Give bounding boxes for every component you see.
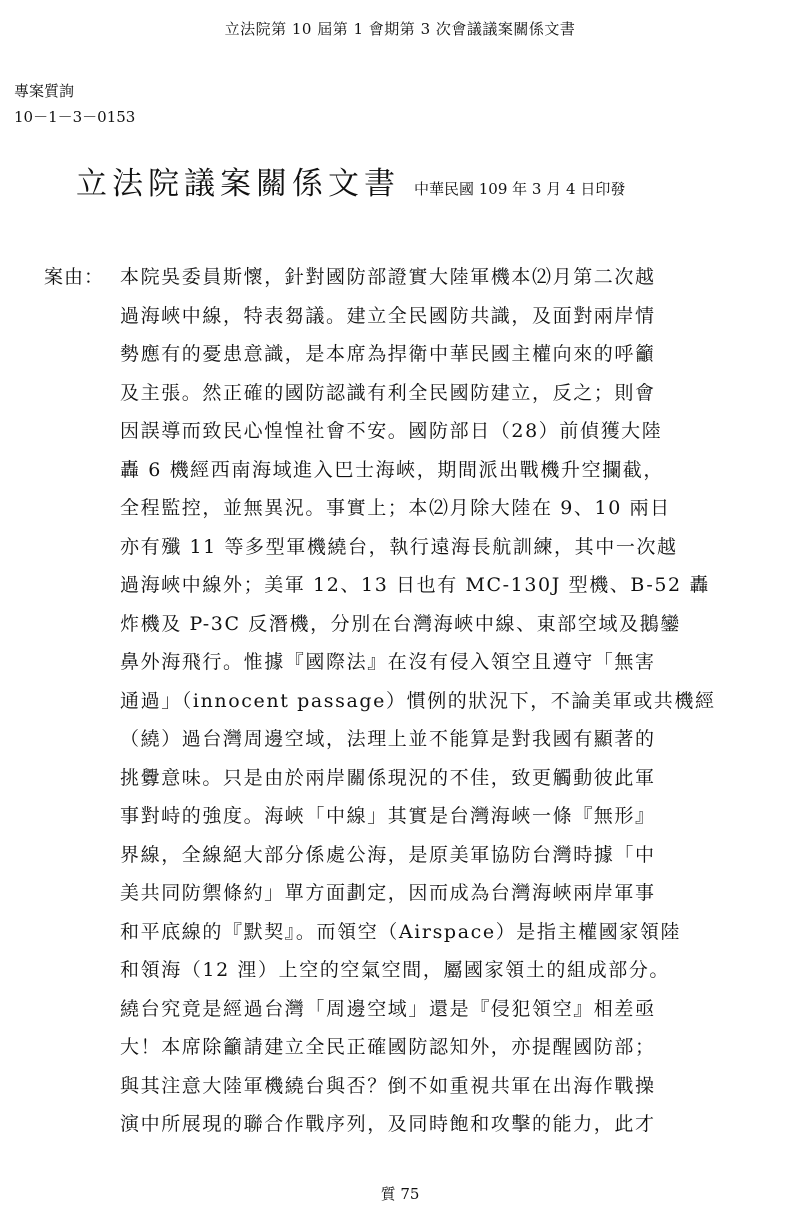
body-line: 及主張。然正確的國防認識有利全民國防建立，反之；則會 bbox=[120, 381, 656, 404]
body-line: 亦有殲 11 等多型軍機繞台，執行遠海長航訓練，其中一次越 bbox=[120, 535, 678, 558]
body-line: 大！本席除籲請建立全民正確國防認知外，亦提醒國防部； bbox=[120, 1036, 656, 1058]
body-line: 過海峽中線，特表芻議。建立全民國防共識，及面對兩岸情 bbox=[120, 304, 656, 327]
document-number: 10－1－3－0153 bbox=[14, 108, 136, 126]
body-line: 演中所展現的聯合作戰序列，及同時飽和攻擊的能力，此才 bbox=[120, 1113, 656, 1135]
page-number: 質 75 bbox=[380, 1185, 420, 1203]
body-line: 繞台究竟是經過台灣「周邊空域」還是『侵犯領空』相差亟 bbox=[120, 997, 656, 1020]
body-line: 通過」（innocent passage）慣例的狀況下，不論美軍或共機經 bbox=[120, 689, 716, 712]
print-date: 中華民國 109 年 3 月 4 日印發 bbox=[414, 180, 626, 198]
body-line: 本院吳委員斯懷，針對國防部證實大陸軍機本⑵月第二次越 bbox=[120, 266, 656, 288]
body-line: （繞）過台灣周邊空域，法理上並不能算是對我國有顯著的 bbox=[120, 728, 656, 750]
body-line: 美共同防禦條約」單方面劃定，因而成為台灣海峽兩岸軍事 bbox=[120, 882, 656, 904]
body-line: 勢應有的憂患意識，是本席為捍衛中華民國主權向來的呼籲 bbox=[120, 343, 656, 365]
document-category: 專案質詢 bbox=[14, 82, 75, 100]
body-line: 和平底線的『默契』。而領空（Airspace）是指主權國家領陸 bbox=[120, 920, 682, 943]
body-line: 全程監控，並無異況。事實上；本⑵月除大陸在 9、10 兩日 bbox=[120, 497, 671, 519]
running-header: 立法院第 10 屆第 1 會期第 3 次會議議案關係文書 bbox=[224, 20, 576, 38]
document-meta bbox=[14, 78, 135, 130]
body-line: 挑釁意味。只是由於兩岸關係現況的不佳，致更觸動彼此軍 bbox=[120, 766, 656, 789]
body-line: 因誤導而致民心惶惶社會不安。國防部日（28）前偵獲大陸 bbox=[120, 420, 663, 442]
case-reason-body bbox=[120, 258, 760, 1144]
case-reason-label: 案由： bbox=[44, 266, 105, 288]
title-row bbox=[76, 158, 625, 203]
body-line: 鼻外海飛行。惟據『國際法』在沒有侵入領空且遵守「無害 bbox=[120, 651, 656, 673]
body-line: 炸機及 P-3C 反潛機，分別在台灣海峽中線、東部空域及鵝鑾 bbox=[120, 612, 681, 635]
body-line: 轟 6 機經西南海域進入巴士海峽，期間派出戰機升空攔截， bbox=[120, 458, 664, 481]
body-line: 和領海（12 浬）上空的空氣空間，屬國家領土的組成部分。 bbox=[120, 959, 671, 981]
page-title: 立法院議案關係文書 bbox=[76, 166, 400, 202]
body-line: 與其注意大陸軍機繞台與否？倒不如重視共軍在出海作戰操 bbox=[120, 1074, 656, 1097]
body-line: 過海峽中線外；美軍 12、13 日也有 MC-130J 型機、B-52 轟 bbox=[120, 574, 710, 596]
body-line: 事對峙的強度。海峽「中線」其實是台灣海峽一條『無形』 bbox=[120, 805, 656, 827]
body-line: 界線，全線絕大部分係處公海，是原美軍協防台灣時據「中 bbox=[120, 843, 656, 866]
